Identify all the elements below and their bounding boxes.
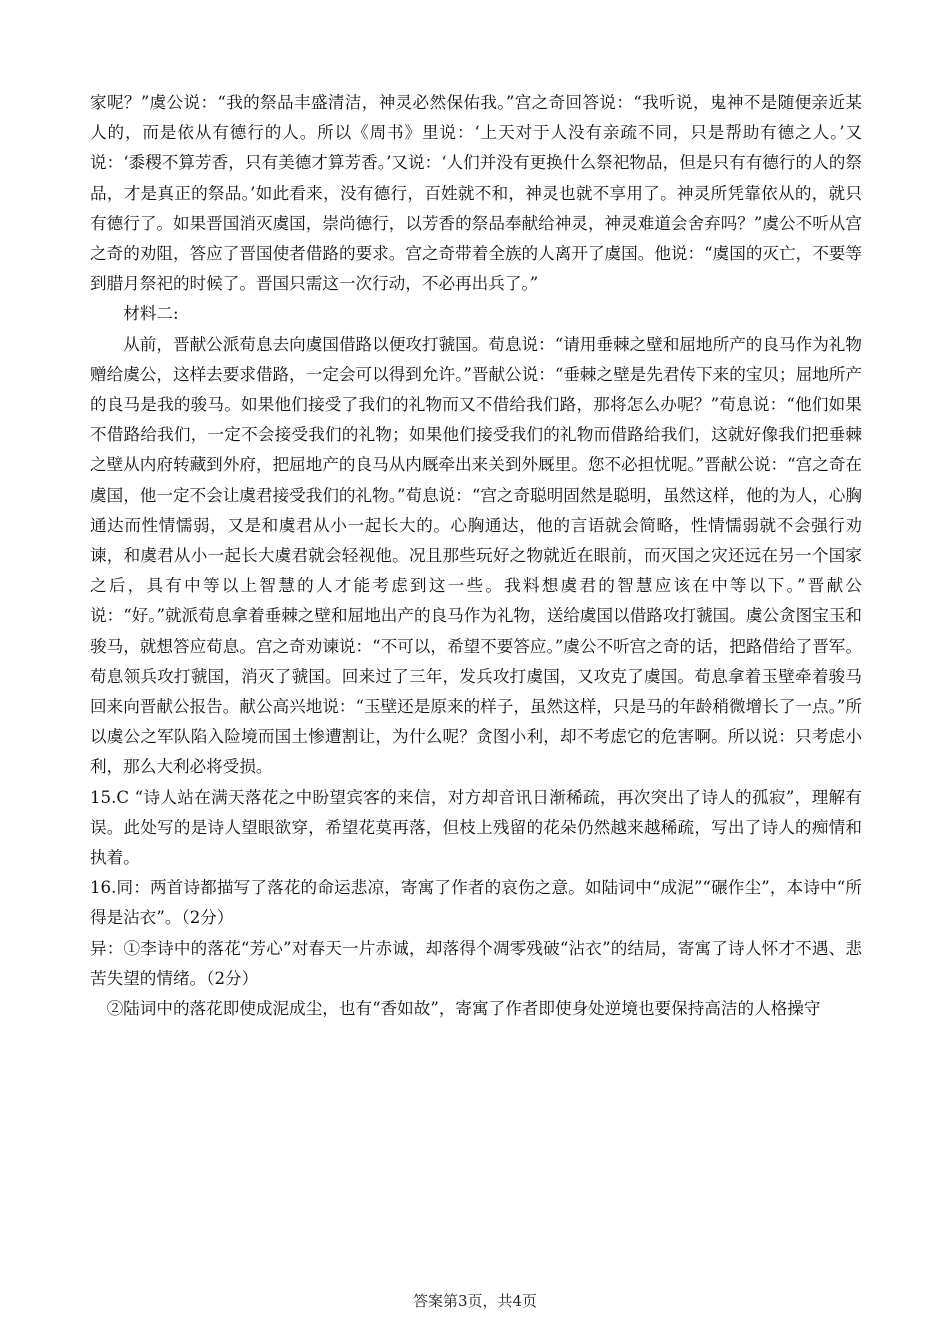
page-footer: 答案第3页，共4页 [412,1292,538,1310]
material-one-paragraph: 家呢？”虞公说：“我的祭品丰盛清洁，神灵必然保佑我。”宫之奇回答说：“我听说，鬼神不是随便亲近某人的，而是依从有德行的人。所以《周书》里说：‘上天对于人没有亲疏不同，只是帮助有德之人。’又说：‘黍稷不算芳香，只有美德才算芳香。’又说：‘人们并没有更换什么祭祀物品，但是只有有德行的人的祭品，才是真正的祭品。’如此看来，没有德行，百姓就不和，神灵也就不享用了。神灵所凭靠依从的，就只有德行了。如果晋国消灭虞国，崇尚德行，以芳香的祭品奉献给神灵，神灵难道会舍弃吗？”虞公不听从宫之奇的劝阻，答应了晋国使者借路的要求。宫之奇带着全族的人离开了虞国。他说：“虞国的灭亡，不要等到腊月祭祀的时候了。晋国只需这一次行动，不必再出兵了。” [90,93,862,294]
question-16-similarity: 16.同：两首诗都描写了落花的命运悲凉，寄寓了作者的哀伤之意。如陆词中“成泥”“碾作尘”，本诗中“所得是沾衣”。（2分） [90,878,862,928]
question-15-answer: 15.C “诗人站在满天落花之中盼望宾客的来信，对方却音讯日渐稀疏，再次突出了诗人的孤寂”，理解有误。此处写的是诗人望眼欲穿，希望花莫再落，但枝上残留的花朵仍然越来越稀疏，写出了诗人的痴情和执着。 [90,787,862,868]
material-two-paragraph: 从前，晋献公派荀息去向虞国借路以便攻打虢国。荀息说：“请用垂棘之壁和屈地所产的良马作为礼物赠给虞公，这样去要求借路，一定会可以得到允许。”晋献公说：“垂棘之壁是先君传下来的宝贝；屈地所产的良马是我的骏马。如果他们接受了我们的礼物而又不借给我们路，那将怎么办呢？”荀息说：“他们如果不借路给我们，一定不会接受我们的礼物；如果他们接受我们的礼物而借路给我们，这就好像我们把垂棘之壁从内府转藏到外府，把屈地产的良马从内厩牵出来关到外厩里。您不必担忧呢。”晋献公说：“宫之奇在虞国，他一定不会让虞君接受我们的礼物。”荀息说：“宫之奇聪明固然是聪明，虽然这样，他的为人，心胸通达而性情懦弱，又是和虞君从小一起长大的。心胸通达，他的言语就会简略，性情懦弱就不会强行劝谏，和虞君从小一起长大虞君就会轻视他。况且那些玩好之物就近在眼前，而灭国之灾还远在另一个国家之后，具有中等以上智慧的人才能考虑到这一些。我料想虞君的智慧应该在中等以下。”晋献公说：“好。”就派荀息拿着垂棘之壁和屈地出产的良马作为礼物，送给虞国以借路攻打虢国。虞公贪图宝玉和骏马，就想答应荀息。宫之奇劝谏说：“不可以，希望不要答应。”虞公不听宫之奇的话，把路借给了晋军。荀息领兵攻打虢国，消灭了虢国。回来过了三年，发兵攻打虞国，又攻克了虞国。荀息拿着玉壁牵着骏马回来向晋献公报告。献公高兴地说：“玉壁还是原来的样子，虽然这样，只是马的年龄稍微增长了一点。”所以虞公之军队陷入险境而国土惨遭割让，为什么呢？贪图小利，却不考虑它的危害啊。所以说：只考虑小利，那么大利必将受损。 [90,334,862,777]
question-16-difference-2: ②陆词中的落花即使成泥成尘，也有“香如故”，寄寓了作者即使身处逆境也要保持高洁的人格操守 [106,999,821,1019]
material-two-heading: 材料二: [123,304,179,324]
question-16-difference-1: 异：①李诗中的落花“芳心”对春天一片赤诚，却落得个凋零残破“沾衣”的结局，寄寓了诗人怀才不遇、悲苦失望的情绪。（2分） [90,938,862,988]
answer-page-body [90,88,862,1024]
